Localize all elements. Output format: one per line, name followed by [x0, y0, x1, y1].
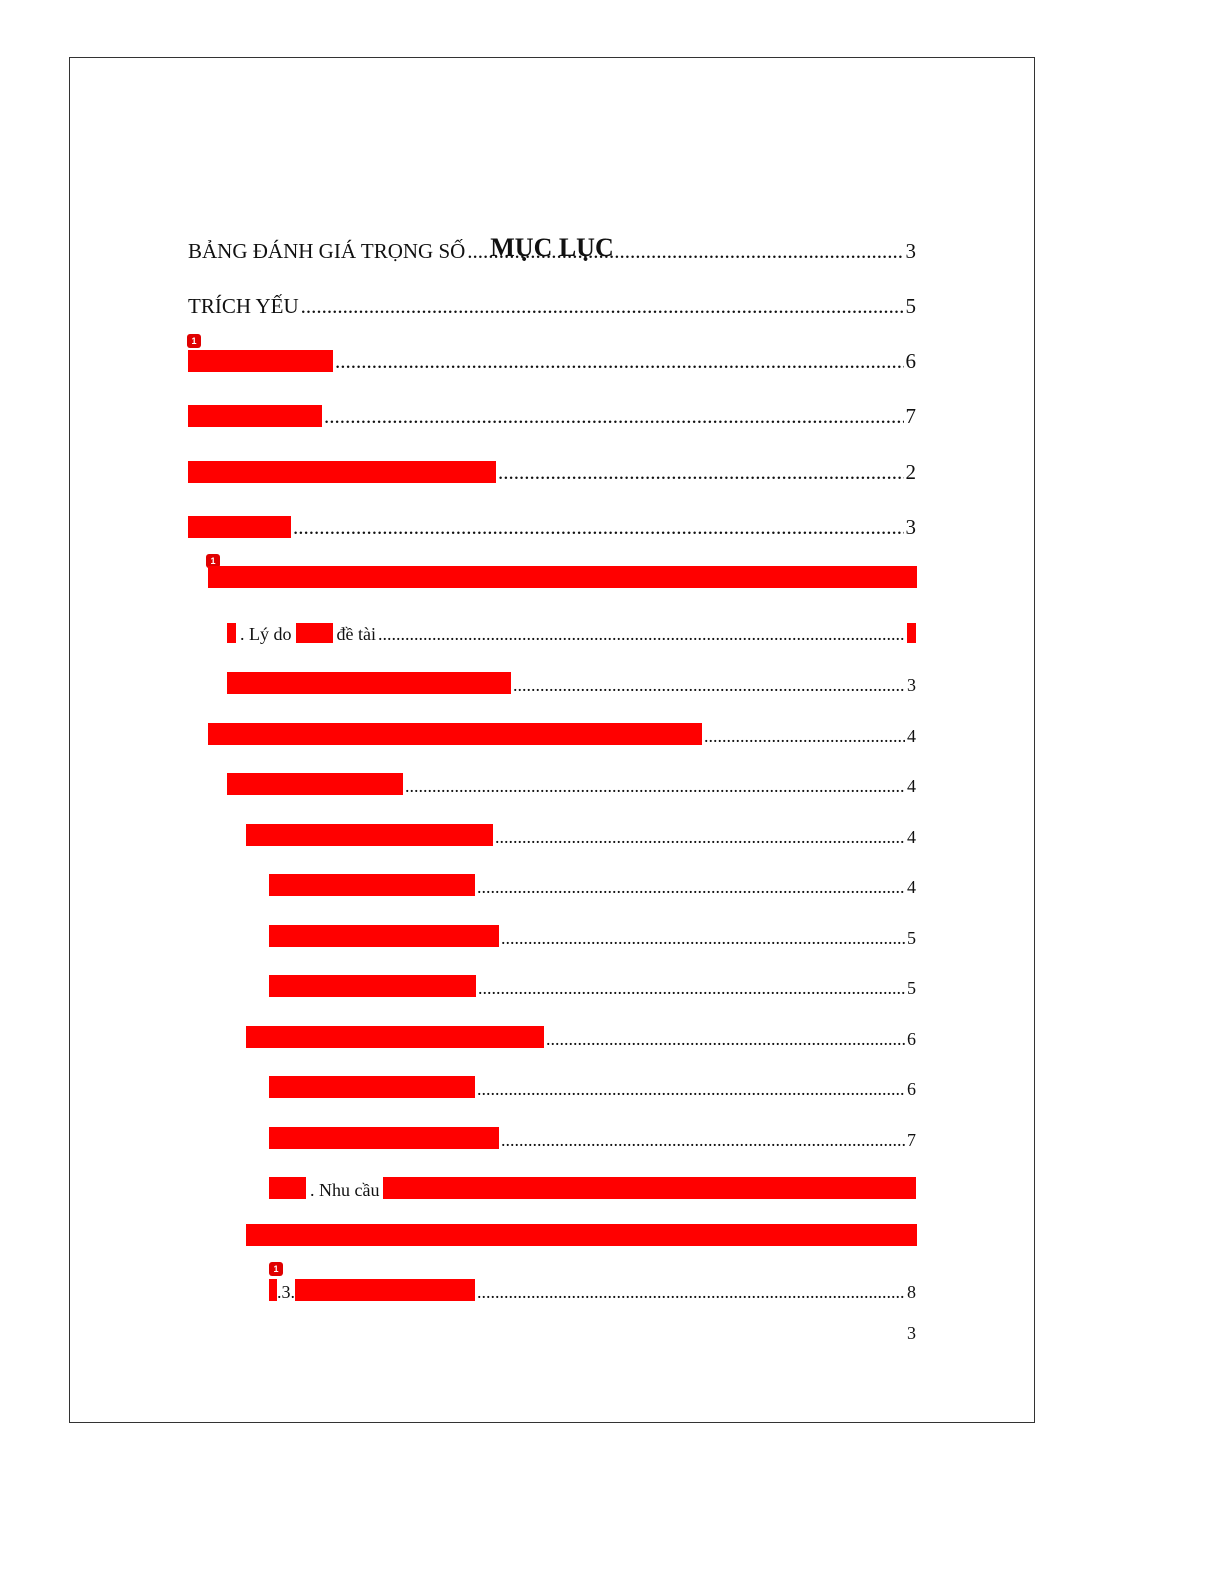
- redaction-block: [295, 1279, 475, 1301]
- toc-entry: [188, 401, 916, 427]
- redaction-block: [227, 773, 403, 795]
- toc-page-number: 8: [907, 1282, 916, 1302]
- redaction-block: [246, 1026, 544, 1048]
- toc-entry: [246, 820, 916, 846]
- toc-page-number: 6: [907, 1079, 916, 1099]
- redaction-block: [383, 1177, 916, 1199]
- toc-page-number: 5: [907, 928, 916, 948]
- toc-page-number: 7: [907, 1130, 916, 1150]
- toc-entry: [269, 1173, 916, 1199]
- toc-page-number: 4: [907, 877, 916, 897]
- toc-entry-label: . Lý do: [240, 624, 292, 644]
- toc-entry-label: BẢNG ĐÁNH GIÁ TRỌNG SỐ: [188, 239, 466, 263]
- toc-entry: [269, 1123, 916, 1149]
- toc-leader: [501, 929, 905, 947]
- toc-leader: [467, 241, 903, 262]
- toc-entry-label: TRÍCH YẾU: [188, 294, 299, 318]
- toc-leader: [498, 462, 904, 483]
- redaction-block: [269, 925, 499, 947]
- redaction-marker: 1: [269, 1262, 283, 1276]
- toc-page-number: 5: [907, 978, 916, 998]
- toc-entry: [188, 457, 916, 483]
- redaction-block: [208, 723, 702, 745]
- toc-entry: [188, 346, 916, 372]
- toc-leader: [378, 625, 905, 643]
- redaction-block: [227, 672, 511, 694]
- toc-leader: [513, 676, 905, 694]
- redaction-block: [188, 350, 333, 372]
- toc-leader: [546, 1030, 905, 1048]
- toc-page-number: 3: [905, 239, 916, 263]
- toc-entry: [246, 1022, 916, 1048]
- redaction-block: [188, 516, 291, 538]
- toc-entry: [227, 769, 916, 795]
- redaction-block: [188, 405, 322, 427]
- toc-entry: [188, 236, 916, 262]
- toc-page-number: 4: [907, 776, 916, 796]
- toc-page-number: 7: [905, 404, 916, 428]
- toc-leader: [495, 828, 905, 846]
- toc-leader: [704, 727, 905, 745]
- toc-page-number: 4: [907, 827, 916, 847]
- redaction-block: [269, 975, 476, 997]
- redaction-marker: 1: [206, 554, 220, 568]
- toc-entry: [269, 971, 916, 997]
- redaction-block: [296, 623, 333, 643]
- toc-leader: [301, 296, 904, 317]
- toc-page-number: 4: [907, 726, 916, 746]
- toc-entry: [208, 719, 916, 745]
- redaction-block: [269, 1177, 306, 1199]
- redaction-block: [269, 1127, 499, 1149]
- toc-entry: [269, 870, 916, 896]
- toc-entry: [227, 617, 916, 643]
- toc-page-number: 6: [905, 349, 916, 373]
- toc-title: MỤC LỤC: [490, 233, 614, 262]
- toc-leader: [477, 1080, 905, 1098]
- document-page: [69, 57, 1035, 1423]
- toc-page-number: 2: [905, 460, 916, 484]
- toc-entry: [227, 668, 916, 694]
- toc-entry: [269, 1275, 916, 1301]
- redaction-block: [227, 623, 236, 643]
- toc-entry-label: . Nhu cầu: [310, 1180, 380, 1200]
- toc-leader: [293, 517, 904, 538]
- redaction-block: [246, 824, 493, 846]
- redaction-block: [269, 1279, 277, 1301]
- toc-leader: [324, 406, 904, 427]
- toc-page-number: 3: [907, 675, 916, 695]
- toc-entry-label-tail: đề tài: [336, 624, 376, 644]
- redaction-block: [907, 623, 916, 643]
- toc-page-number: 5: [905, 294, 916, 318]
- toc-page-number: 6: [907, 1029, 916, 1049]
- toc-entry-label: .3.: [277, 1282, 295, 1302]
- redaction-block: [269, 1076, 475, 1098]
- redaction-block: [246, 1224, 917, 1246]
- toc-page-number: 3: [905, 515, 916, 539]
- toc-leader: [477, 1283, 905, 1301]
- redaction-block: [269, 874, 475, 896]
- toc-leader: [477, 878, 905, 896]
- page-number: 3: [907, 1323, 916, 1343]
- redaction-block: [208, 566, 917, 588]
- toc-leader: [335, 351, 904, 372]
- toc-entry: [188, 512, 916, 538]
- redaction-marker: 1: [187, 334, 201, 348]
- toc-entry: [269, 1072, 916, 1098]
- redaction-block: [188, 461, 496, 483]
- toc-entry: [188, 291, 916, 317]
- toc-leader: [478, 979, 905, 997]
- toc-entry: [269, 921, 916, 947]
- toc-leader: [405, 777, 905, 795]
- toc-leader: [501, 1131, 905, 1149]
